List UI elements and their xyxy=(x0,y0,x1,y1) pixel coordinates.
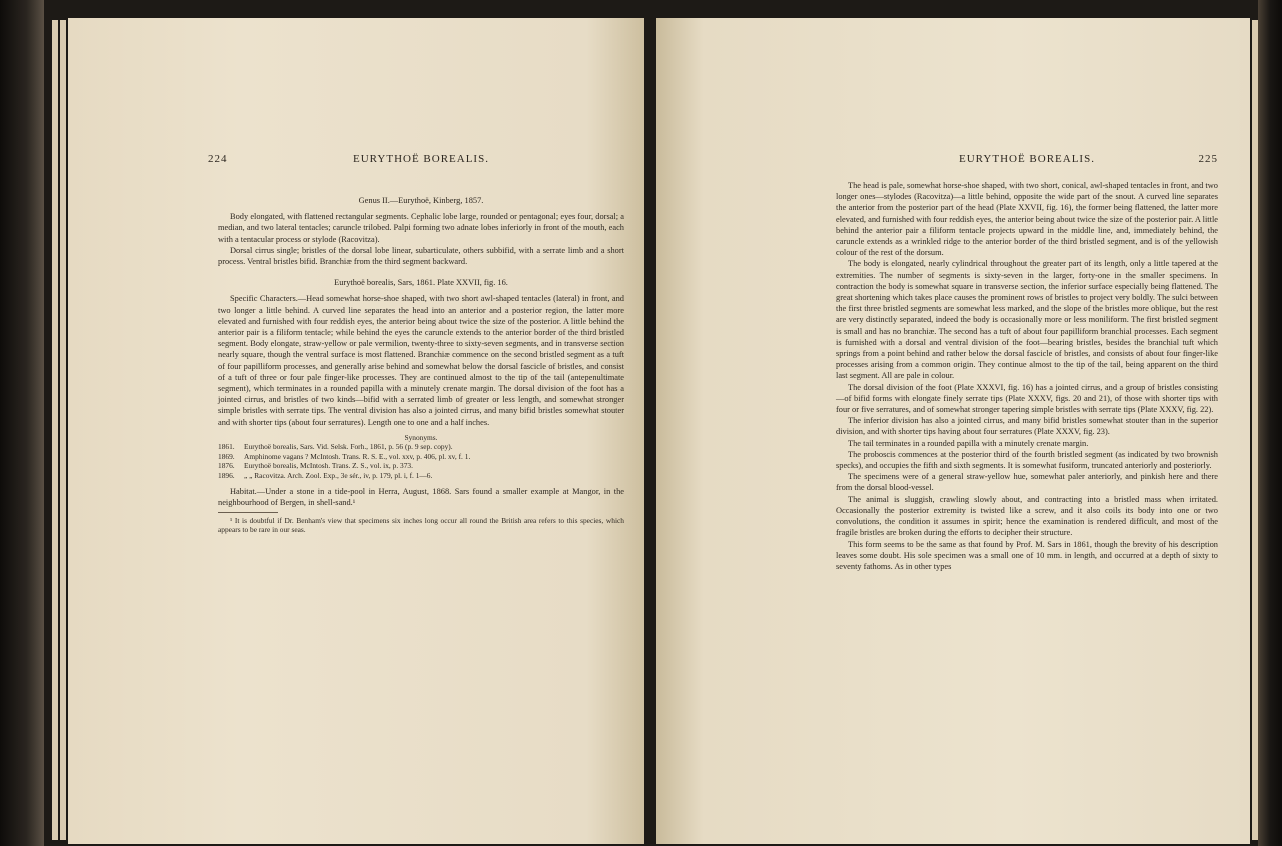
body-paragraph: This form seems to be the same as that found by Prof. M. Sars in 1861, though the brevity of his description leaves some doubt. His sole specimen was a small one of 10 mm. in length, and occurred at a depth of sixty to seventy fathoms. As in other types xyxy=(836,539,1218,571)
body-paragraph: The body is elongated, nearly cylindrical throughout the greater part of its length, only a little tapered at the extremities. The number of segments is sixty-seven in the larger, forty-one in the smaller specimens. In contraction the body is somewhat square in transverse section, the inferior surface especially being flattened. The great shortening which takes place causes the prominent rows of bristles to project very boldly. The sulci between the first three bristled segments are somewhat less marked, and the slope of the bristles more oblique, but the rest are very distinctly separated, indeed the body is occasionally more or less moniliform. The first bristled segment is small and has no branchiæ. The second has a tuft of about four papilliform branchial processes. Each segment is furnished with a dorsal and ventral division of the foot—bearing bristles, besides the branchial tuft which springs from a point behind and rather below the dorsal fascicle of bristles, and consists of about four finger-like processes arising from a common origin. They continue almost to the tip of the tail, being apparent on the third last segment. All are pale in colour. xyxy=(836,259,1218,381)
left-page xyxy=(68,18,644,844)
body-paragraph: The dorsal division of the foot (Plate XXXVI, fig. 16) has a jointed cirrus, and a group of bristles consisting—of bifid forms with elongate finely serrate tips (Plate XXXV, figs. 20 and 21), of those with shorter tips with four or five serratures, and of somewhat stronger tapering simple bristles with serrate tips (Plate XXXV, fig. 22). xyxy=(836,382,1218,415)
synonym-text: Eurythoë borealis, Sars. Vid. Selsk. Forh., 1861, p. 56 (p. 9 sep. copy). xyxy=(244,442,453,452)
book-spine-left xyxy=(0,0,44,846)
genus-paragraph: Dorsal cirrus single; bristles of the dorsal lobe linear, subarticulate, others subbifid, with a serrate limb and a short process. Ventral bristles bifid. Branchiæ from the third segment backward. xyxy=(218,245,624,267)
synonym-text: Eurythoë borealis, McIntosh. Trans. Z. S., vol. ix, p. 373. xyxy=(244,461,413,471)
body-paragraph: The inferior division has also a jointed cirrus, and many bifid bristles somewhat stouter than in the superior division, and with shorter tips having about four serratures (Plate XXXV, fig. 23). xyxy=(836,416,1218,437)
book-spine-right xyxy=(1258,0,1282,846)
body-paragraph: The head is pale, somewhat horse-shoe shaped, with two short, conical, awl-shaped tentacles in front, and two longer ones—stylodes (Racovitza)—a little behind, opposite the wide part of the snout. A curved line separates the anterior from the posterior part of the head (Plate XXVII, fig. 16), the former being flattened, the latter more elevated, and furnished with four reddish eyes, the anterior being about twice the size of the posterior pair. A little behind the anterior pair a filiform tentacle projects upward in the middle line, and, immediately behind, the caruncle extends as a wrinkled ridge to the anterior border of the third bristled segment, and is of the yellowish colour of the rest of the dorsum. xyxy=(836,181,1218,258)
synonym-year: 1861. xyxy=(218,442,235,452)
running-head xyxy=(208,153,624,175)
synonyms-heading: Synonyms. xyxy=(404,432,438,442)
page-edges-left xyxy=(52,20,58,840)
genus-paragraph: Body elongated, with flattened rectangular segments. Cephalic lobe large, rounded or pentagonal; eyes four, dorsal; a median, and two lateral tentacles; caruncle trilobed. Palpi forming two adnate lobes inferiorly in front of the mouth, each with a tentacular process or stylode (Racovitza). xyxy=(218,212,624,244)
synonym-year: 1869. xyxy=(218,451,235,461)
synonym-year: 1876. xyxy=(218,461,235,471)
synonym-year: 1896. xyxy=(218,471,235,481)
synonym-text: „ „ Racovitza. Arch. Zool. Exp., 3e sér., iv, p. 179, pl. i, f. 1—6. xyxy=(244,471,433,481)
running-title: EURYTHOË BOREALIS. xyxy=(353,153,489,165)
synonym-row xyxy=(218,471,624,481)
body-paragraph: The tail terminates in a rounded papilla with a minutely crenate margin. xyxy=(848,438,1089,448)
synonym-row xyxy=(218,442,624,452)
page-edge-left-inner xyxy=(60,20,66,840)
specific-characters: Specific Characters.—Head somewhat horse-shoe shaped, with two short awl-shaped tentacles (lateral) in front, and two longer a little behind. A curved line separates the head into an anterior and a posterior region, the latter more elevated and furnished with four reddish eyes, the anterior being about twice the size of the posterior. A little behind the anterior pair is a filiform tentacle; while behind the eyes the caruncle extends to the anterior border of the third bristled segment. Body elongate, straw-yellow or pale vermilion, twenty-three to sixty-seven segments, and in transverse section nearly square, though the ventral surface is most flattened. Branchiæ commence on the second bristled segment as a tuft of four papilliform processes, and generally arise behind and somewhat below the dorsal fascicle of bristles, and consist of a tuft of three or four pale finger-like processes. They are continued almost to the tip of the tail (antepenultimate segment), which terminates in a rounded papilla with a minutely crenate margin. The dorsal division of the foot has a jointed cirrus, and bristles of two kinds—bifid with a serrated limb of greater or less length, and somewhat stronger simple bristles with serrate tips. The ventral division has also a jointed cirrus, and many bifid bristles somewhat stouter and with shorter tips (about four serratures). Length one to one and a half inches. xyxy=(218,294,624,427)
footnote-rule xyxy=(218,512,278,513)
synonyms-list xyxy=(218,442,624,480)
synonym-text: Amphinome vagans ? McIntosh. Trans. R. S. E., vol. xxv, p. 406, pl. xv, f. 1. xyxy=(244,451,471,461)
body-paragraph: The specimens were of a general straw-yellow hue, somewhat paler anteriorly, and pinkish here and there from the dorsal blood-vessel. xyxy=(836,472,1218,493)
page-number: 225 xyxy=(1198,153,1218,165)
synonym-row xyxy=(218,452,624,462)
body-paragraph: The proboscis commences at the posterior third of the fourth bristled segment (as indicated by two brownish specks), and occupies the fifth and sixth segments. It is somewhat fusiform, truncated anteriorly and posteriorly. xyxy=(836,449,1218,471)
right-page xyxy=(656,18,1250,844)
species-heading: Eurythoë borealis, Sars, 1861. Plate XXVII, fig. 16. xyxy=(334,278,508,288)
habitat-paragraph: Habitat.—Under a stone in a tide-pool in Herra, August, 1868. Sars found a smaller example at Mangor, in the neighbourhood of Bergen, in shell-sand.¹ xyxy=(218,486,624,507)
footnote: ¹ It is doubtful if Dr. Benham's view that specimens six inches long occur all round the British area refers to this species, which appears to be rare in our seas. xyxy=(218,516,624,535)
running-head xyxy=(836,153,1218,175)
page-edges-right xyxy=(1252,20,1258,840)
body-paragraph: The animal is sluggish, crawling slowly about, and contracting into a bristled mass when irritated. Occasionally the posterior extremity is twisted like a screw, and it also coils its body into one or two convolutions, the condition it assumes in spirit; hence the examination is rendered difficult, and most of the fragile bristles are broken during the efforts to decipher their structure. xyxy=(836,494,1218,538)
synonym-row xyxy=(218,461,624,471)
genus-heading: Genus II.—Eurythoë, Kinberg, 1857. xyxy=(358,196,484,205)
running-title: EURYTHOË BOREALIS. xyxy=(959,153,1095,165)
page-number: 224 xyxy=(208,153,228,165)
